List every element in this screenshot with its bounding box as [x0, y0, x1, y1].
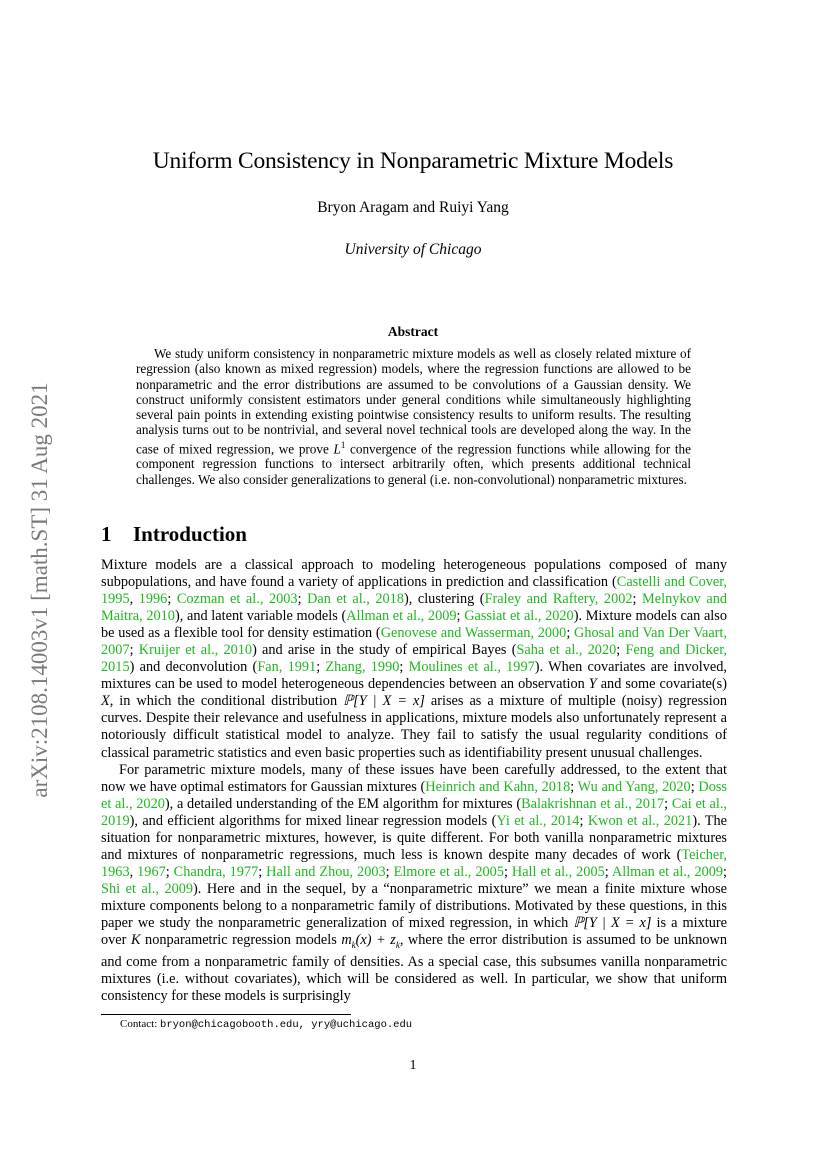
- citation-link[interactable]: Hall et al., 2005: [511, 863, 605, 880]
- citation-link[interactable]: Moulines et al., 1997: [408, 659, 535, 676]
- citation-link[interactable]: 1967: [137, 863, 166, 880]
- paper-authors: Bryon Aragam and Ruiyi Yang: [317, 199, 509, 216]
- citation-link[interactable]: Hall and Zhou, 2003: [266, 863, 386, 880]
- citation-link[interactable]: Cozman et al., 2003: [176, 591, 298, 608]
- arxiv-identifier: arXiv:2108.14003v1 [math.ST] 31 Aug 2021: [27, 382, 52, 798]
- citation-link[interactable]: Shi et al., 2009: [101, 880, 194, 897]
- abstract-heading: Abstract: [387, 324, 439, 339]
- citation-link[interactable]: Ghosal and Van Der Vaart, 2007: [101, 625, 727, 659]
- paper-title: Uniform Consistency in Nonparametric Mixture Models: [152, 148, 674, 174]
- citation-link[interactable]: Doss et al., 2020: [101, 778, 727, 812]
- page-number: 1: [409, 1058, 417, 1073]
- citation-link[interactable]: Cai et al., 2019: [101, 795, 727, 829]
- abstract-text: We study uniform consistency in nonparametric mixture models as well as closely related mixture of regression (also known as mixed regression) models, where the regression functions are allowed to be nonparametric and the error distributions are assumed to be convolutions of a Gaussian density. We construct uniformly consistent estimators under general conditions while simultaneously highlighting several pain points in extending existing pointwise consistency results to uniform results. The resulting analysis turns out to be nontrivial, and several novel technical tools are developed along the way. In the case of mixed regression, we prove $L^1$ convergence of the regression functions while allowing for the component regression functions to intersect arbitrarily often, which presents additional technical challenges. We also consider generalizations to general (i.e. non-convolutional) nonparametric mixtures.: [136, 346, 692, 487]
- paper-affiliation: University of Chicago: [344, 241, 482, 258]
- citation-link[interactable]: Kruijer et al., 2010: [138, 642, 253, 659]
- citation-link[interactable]: Dan et al., 2018: [307, 591, 404, 608]
- arxiv-sidebar: [20, 330, 60, 850]
- citation-link[interactable]: Zhang, 1990: [325, 659, 400, 676]
- body-text: [101, 557, 727, 1005]
- footnote-divider: [101, 1014, 351, 1015]
- citation-link[interactable]: Fraley and Raftery, 2002: [484, 591, 633, 608]
- citation-link[interactable]: Fan, 1991: [257, 659, 317, 676]
- citation-link[interactable]: Teicher, 1963: [101, 846, 727, 880]
- citation-link[interactable]: Yi et al., 2014: [496, 812, 580, 829]
- citation-link[interactable]: Chandra, 1977: [173, 863, 259, 880]
- citation-link[interactable]: Heinrich and Kahn, 2018: [425, 778, 571, 795]
- paragraph-2: For parametric mixture models, many of these issues have been carefully addressed, to the extent that now we have optimal estimators for Gaussian mixtures (Heinrich and Kahn, 2018; Wu and Yang, 2020; Doss et al., 2020), a detailed understanding of the EM algorithm for mixtures (Balakrishnan et al., 2017; Cai et al., 2019), and efficient algorithms for mixed linear regression models (Yi et al., 2014; Kwon et al., 2021). The situation for nonparametric mixtures, however, is quite different. For both vanilla nonparametric mixtures and mixtures of nonparametric regressions, much less is known despite many decades of work (Teicher, 1963, 1967; Chandra, 1977; Hall and Zhou, 2003; Elmore et al., 2005; Hall et al., 2005; Allman et al., 2009; Shi et al., 2009). Here and in the sequel, by a “nonparametric mixture” we mean a finite mixture whose mixture components belong to a nonparametric family of distributions. Motivated by these questions, in this paper we study the nonparametric generalization of mixed regression, in which ℙ[Y | X = x] is a mixture over K nonparametric regression models $m_k(x) + z_k$, where the error distribution is assumed to be unknown and come from a nonparametric family of densities. As a special case, this subsumes vanilla nonparametric mixtures (i.e. without covariates), which will be considered as well. In particular, we show that uniform consistency for these models is surprisingly: [101, 761, 728, 1005]
- footnote-label: Contact:: [120, 1018, 161, 1030]
- contact-emails[interactable]: bryon@chicagobooth.edu, yry@uchicago.edu: [160, 1019, 413, 1031]
- section-title: Introduction: [133, 522, 247, 546]
- citation-link[interactable]: Balakrishnan et al., 2017: [521, 795, 665, 812]
- citation-link[interactable]: Genovese and Wasserman, 2000: [380, 625, 567, 642]
- paragraph-1: Mixture models are a classical approach to modeling heterogeneous populations composed of many subpopulations, and have found a variety of applications in prediction and classification (Castelli and Cover, 1995, 1996; Cozman et al., 2003; Dan et al., 2018), clustering (Fraley and Raftery, 2002; Melnykov and Maitra, 2010), and latent variable models (Allman et al., 2009; Gassiat et al., 2020). Mixture models can also be used as a flexible tool for density estimation (Genovese and Wasserman, 2000; Ghosal and Van Der Vaart, 2007; Kruijer et al., 2010) and arise in the study of empirical Bayes (Saha et al., 2020; Feng and Dicker, 2015) and deconvolution (Fan, 1991; Zhang, 1990; Moulines et al., 1997). When covariates are involved, mixtures can be used to model heterogeneous dependencies between an observation Y and some covariate(s) X, in which the conditional distribution ℙ[Y | X = x] arises as a mixture of multiple (noisy) regression curves. Despite their relevance and usefulness in applications, mixture models also unfortunately represent a notoriously difficult statistical model to analyze. They fail to satisfy the usual regularity conditions of classical parametric statistics and even basic properties such as identifiability present unusual challenges.: [101, 557, 728, 761]
- citation-link[interactable]: Elmore et al., 2005: [393, 863, 504, 880]
- citation-link[interactable]: Castelli and Cover, 1995: [101, 574, 727, 608]
- citation-link[interactable]: Allman et al., 2009: [611, 863, 724, 880]
- citation-link[interactable]: Feng and Dicker, 2015: [101, 642, 727, 676]
- section-number: 1: [101, 522, 112, 546]
- citation-link[interactable]: Gassiat et al., 2020: [464, 608, 574, 625]
- citation-link[interactable]: Melnykov and Maitra, 2010: [101, 591, 728, 625]
- citation-link[interactable]: Saha et al., 2020: [516, 642, 617, 659]
- citation-link[interactable]: Kwon et al., 2021: [587, 812, 693, 829]
- citation-link[interactable]: 1996: [138, 591, 168, 608]
- citation-link[interactable]: Wu and Yang, 2020: [577, 778, 691, 795]
- section-heading: [101, 522, 247, 547]
- citation-link[interactable]: Allman et al., 2009: [346, 608, 457, 625]
- footnote: [120, 1018, 412, 1031]
